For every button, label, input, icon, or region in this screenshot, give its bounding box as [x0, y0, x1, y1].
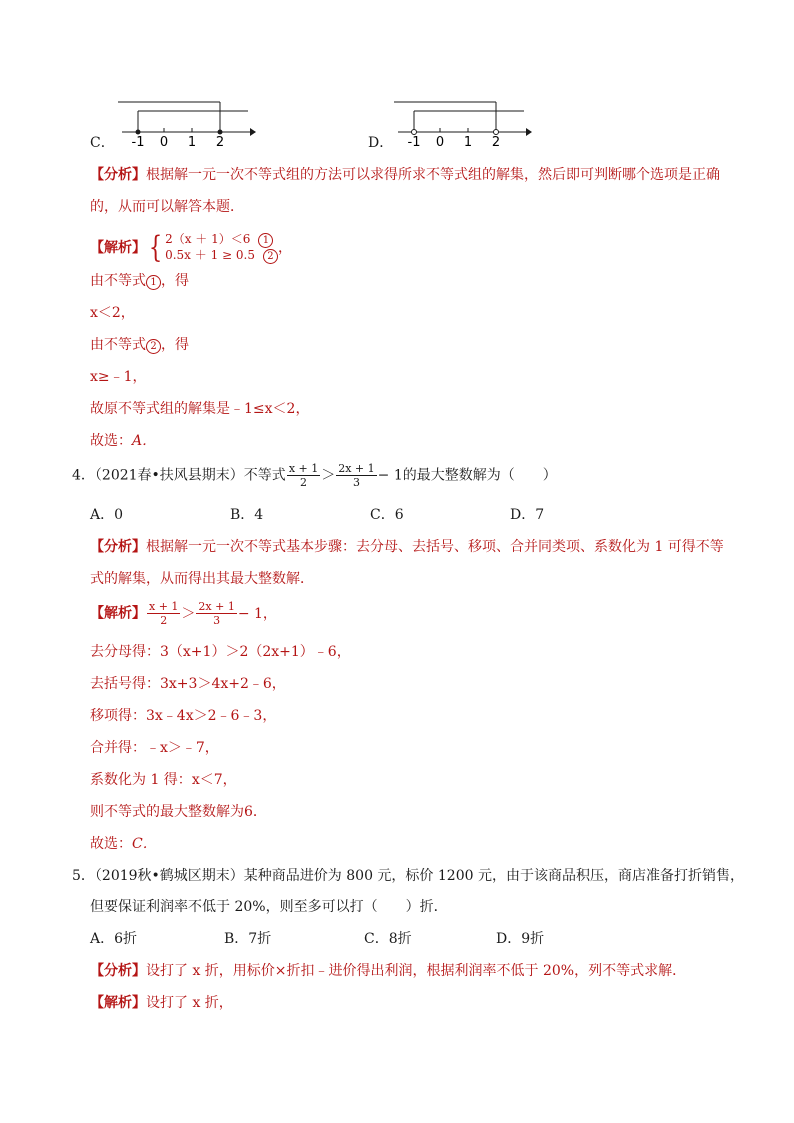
tick-label: 0 [435, 135, 445, 148]
tick-label: -1 [131, 135, 145, 148]
fraction-x-plus-1-over-2: $\frac{x + 1}{2}$ [149, 600, 179, 627]
q3-result2: x≥﹣1， [90, 369, 147, 385]
step-text: ，得 [161, 337, 189, 353]
analysis-tag: 【分析】 [90, 539, 146, 555]
option-d-number-line [390, 98, 535, 148]
option-d-label: D． [368, 135, 394, 151]
tick-label: -1 [407, 135, 421, 148]
q4-step1: 去分母得：3（x+1）＞2（2x+1）﹣6， [90, 644, 351, 660]
q3-step2 [90, 336, 189, 354]
conclusion-text: 故原不等式组的解集是 [90, 401, 230, 417]
choose-answer: C． [132, 836, 157, 852]
q4-stem [72, 462, 557, 489]
analysis-text: 设打了 x 折，用标价×折扣﹣进价得出利润，根据利润率不低于 20%，列不等式求解． [146, 963, 687, 979]
choose-label: 故选： [90, 433, 132, 449]
q4-option-a[interactable]: A．0 [90, 507, 124, 523]
solution-text: 设打了 x 折， [146, 995, 233, 1011]
circled-2: 2 [263, 249, 278, 264]
q5-analysis [90, 962, 686, 980]
q3-analysis-line1 [90, 166, 720, 184]
q3-result1: x＜2， [90, 305, 135, 321]
q5-option-b[interactable]: B．7折 [224, 931, 272, 947]
q4-choose [90, 835, 157, 853]
gt-symbol: ＞ [321, 467, 336, 484]
choose-answer: A． [132, 433, 157, 449]
q4-analysis-line1 [90, 538, 724, 556]
system-line-2: 0.5x ＋ 1 ≥ 0.5 [165, 248, 255, 262]
q4-step2: 去括号得：3x+3＞4x+2﹣6， [90, 676, 286, 692]
solution-tag: 【解析】 [90, 240, 146, 256]
system-line-1: 2（x ＋ 1）＜6 [165, 232, 251, 246]
q5-option-a[interactable]: A．6折 [90, 931, 138, 947]
q4-step3: 移项得：3x﹣4x＞2﹣6﹣3， [90, 708, 277, 724]
step-text: ，得 [161, 273, 189, 289]
question-number: 4． [72, 467, 95, 484]
q4-solution [90, 600, 277, 627]
question-text: （2021春•扶风县期末）不等式 [94, 467, 286, 484]
q4-step4: 合并得：﹣x＞﹣7， [90, 740, 219, 756]
tick-label: 2 [491, 135, 501, 148]
conclusion-value: ﹣1≤x＜2， [230, 401, 310, 417]
analysis-text: 根据解一元一次不等式组的方法可以求得所求不等式组的解集，然后即可判断哪个选项是正确 [146, 167, 720, 183]
solution-tag: 【解析】 [90, 995, 146, 1011]
analysis-text: 根据解一元一次不等式基本步骤：去分母、去括号、移项、合并同类项、系数化为 1 可得不等 [146, 539, 724, 555]
q4-option-d[interactable]: D．7 [510, 507, 545, 523]
option-c-number-line [112, 98, 257, 148]
q4-option-b[interactable]: B．4 [230, 507, 264, 523]
q4-step6: 则不等式的最大整数解为6． [90, 804, 267, 820]
tick-label: 1 [187, 135, 197, 148]
circled-1: 1 [258, 233, 273, 248]
solution-tag: 【解析】 [90, 605, 146, 622]
q5-option-c[interactable]: C．8折 [364, 931, 412, 947]
q4-step5: 系数化为 1 得：x＜7， [90, 772, 237, 788]
q4-option-c[interactable]: C．6 [370, 507, 404, 523]
q4-analysis-line2: 式的解集，从而得出其最大整数解． [90, 571, 314, 587]
inequality-system: { 2（x ＋ 1）＜6 1 0.5x ＋ 1 ≥ 0.5 2 [146, 232, 278, 264]
tick-label: 2 [215, 135, 225, 148]
q5-solution [90, 994, 233, 1012]
circled-2: 2 [146, 339, 161, 354]
q3-choose [90, 432, 156, 450]
question-tail: − 1的最大整数解为（ ） [377, 467, 557, 484]
fraction-x-plus-1-over-2: $\frac{x + 1}{2}$ [288, 462, 319, 489]
step-text: 由不等式 [90, 337, 146, 353]
q3-solution [90, 232, 292, 264]
choose-label: 故选： [90, 836, 132, 852]
q3-analysis-line2: 的，从而可以解答本题． [90, 199, 244, 215]
analysis-tag: 【分析】 [90, 167, 146, 183]
option-c-label: C． [90, 135, 115, 151]
q3-conclusion [90, 400, 309, 418]
q5-option-d[interactable]: D．9折 [496, 931, 545, 947]
analysis-tag: 【分析】 [90, 963, 146, 979]
q5-stem-line1 [72, 867, 744, 885]
step-text: 由不等式 [90, 273, 146, 289]
gt-symbol: ＞ [181, 605, 196, 622]
q3-step1 [90, 272, 189, 290]
fraction-2x-plus-1-over-3: $\frac{2x + 1}{3}$ [338, 462, 375, 489]
circled-1: 1 [146, 275, 161, 290]
tick-label: 1 [463, 135, 473, 148]
tick-label: 0 [159, 135, 169, 148]
system-tail: ， [277, 240, 292, 256]
question-text: （2019秋•鹤城区期末）某种商品进价为 800 元，标价 1200 元，由于该商品积压，商店准备打折销售， [94, 868, 744, 884]
question-number: 5． [72, 868, 95, 884]
fraction-2x-plus-1-over-3: $\frac{2x + 1}{3}$ [198, 600, 235, 627]
solution-tail: − 1， [237, 605, 277, 622]
q5-stem-line2: 但要保证利润率不低于 20%，则至多可以打（ ）折． [90, 899, 448, 915]
